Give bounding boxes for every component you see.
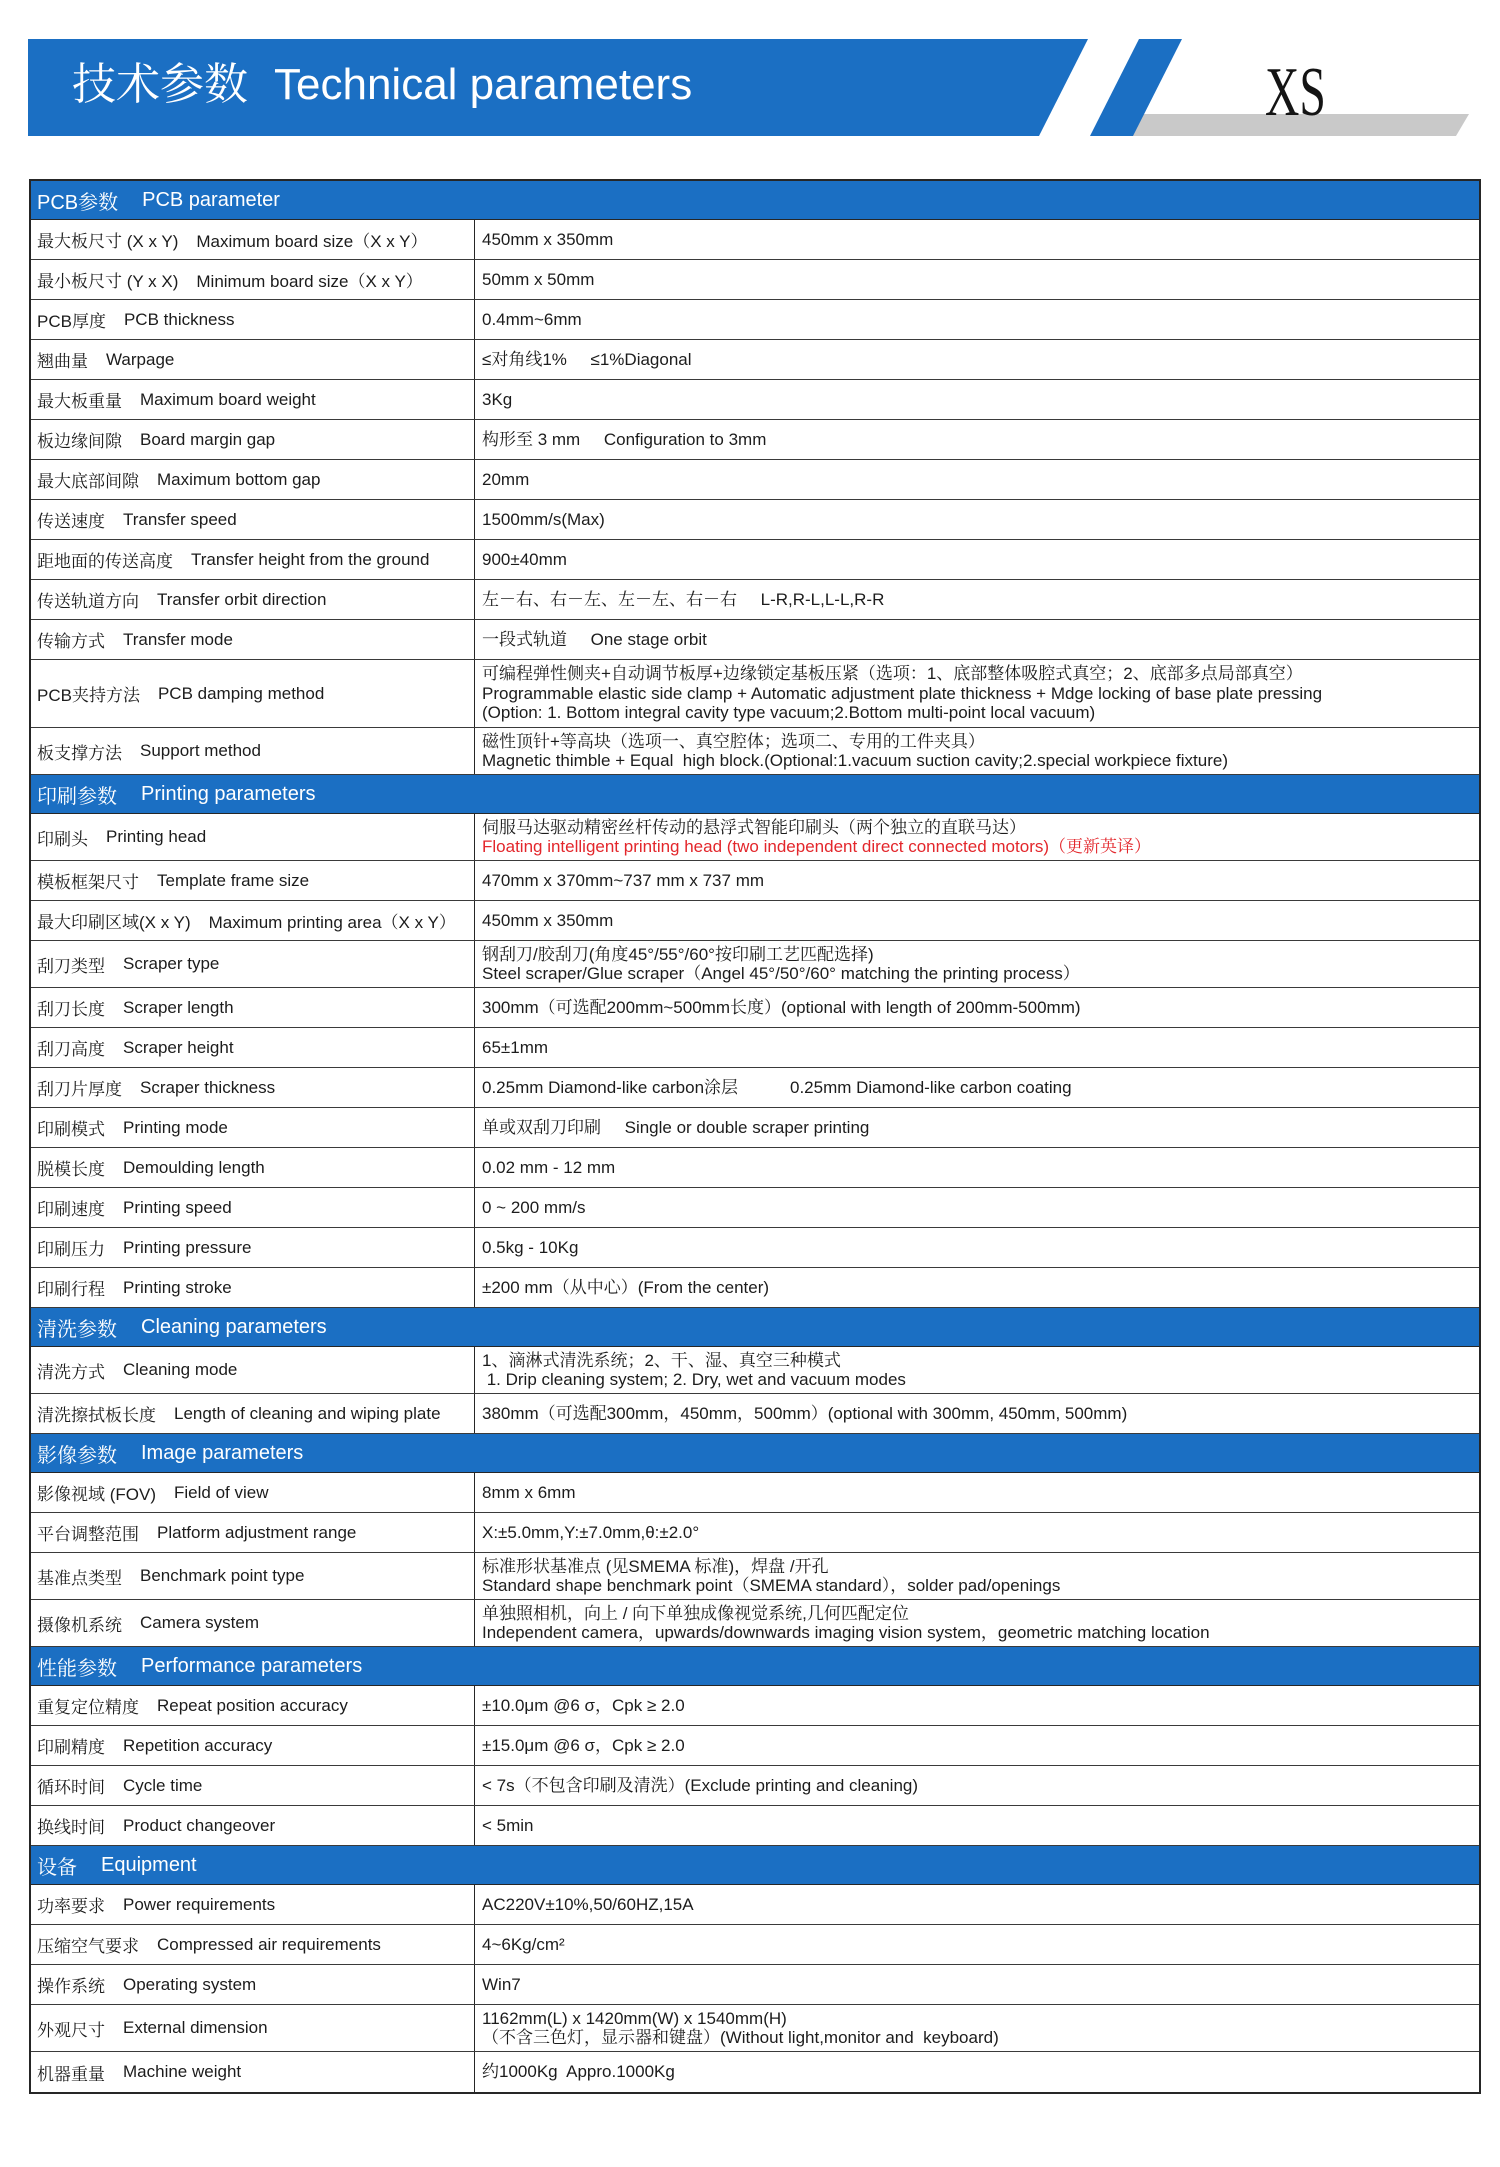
param-value-cell [475,1806,1479,1845]
param-value-line: ±200 mm（从中心）(From the center) [482,1277,770,1297]
table-row [31,1188,1479,1228]
param-name-zh: 基准点类型 [37,1568,122,1588]
section-header-performance-parameters [31,1647,1479,1686]
param-value-line: 左－右、右－左、左－左、右－右 L-R,R-L,L-L,R-R [482,589,885,609]
param-name-zh: 印刷行程 [37,1280,105,1299]
param-name-zh: 功率要求 [37,1897,105,1916]
param-value-line: 380mm（可选配300mm，450mm，500mm）(optional with 300mm, 450mm, 500mm) [482,1403,1128,1423]
table-row [31,814,1479,861]
param-name-zh: 清洗方式 [37,1362,105,1382]
param-label-cell [31,620,475,659]
param-name-en: Transfer height from the ground [191,549,430,569]
table-row [31,300,1479,340]
param-label-cell [31,1726,475,1765]
param-name-zh: 印刷模式 [37,1120,105,1139]
param-name-en: Scraper height [123,1037,234,1057]
param-label-cell [31,260,475,299]
param-name-zh: 循环时间 [37,1778,105,1797]
param-value-cell [475,1766,1479,1805]
table-row [31,1394,1479,1434]
param-name-zh: 传输方式 [37,632,105,651]
param-name-en: Transfer speed [123,509,237,529]
param-value-cell [475,1600,1479,1646]
table-row [31,1068,1479,1108]
param-name-en: External dimension [123,2018,268,2037]
section-title-zh: 印刷参数 [37,785,117,808]
section-title-zh: PCB参数 [37,191,119,214]
param-value-line: （不含三色灯，显示器和键盘）(Without light,monitor and keyboard) [482,2028,999,2047]
section-title-zh: 清洗参数 [37,1318,117,1341]
table-row [31,1028,1479,1068]
param-label-cell [31,1965,475,2004]
param-label-cell [31,1766,475,1805]
param-value-line: ±15.0μm @6 σ，Cpk ≥ 2.0 [482,1735,685,1755]
table-row [31,901,1479,941]
param-value-line: 可编程弹性侧夹+自动调节板厚+边缘锁定基板压紧（选项：1、底部整体吸腔式真空；2、底部多点局部真空） [482,664,1303,684]
param-name-en: Scraper length [123,997,234,1017]
param-name-en: Maximum board size（X x Y） [196,232,428,251]
param-label-cell [31,1885,475,1924]
param-name-en: Scraper thickness [140,1077,276,1097]
param-value-line: 450mm x 350mm [482,229,614,249]
section-title-zh: 影像参数 [37,1444,117,1467]
param-name-en: Field of view [174,1482,269,1502]
table-row [31,2052,1479,2092]
param-value-line: 20mm [482,469,530,489]
param-name-en: Repetition accuracy [123,1735,273,1755]
param-value-line: 900±40mm [482,549,567,569]
table-row [31,1885,1479,1925]
param-label-cell [31,420,475,459]
param-value-cell [475,1394,1479,1433]
param-name-en: Camera system [140,1613,260,1632]
param-value-line: Programmable elastic side clamp + Automatic adjustment plate thickness + Mdge locking of base plate pressing [482,683,1323,703]
table-row [31,988,1479,1028]
param-value-line: 0.5kg - 10Kg [482,1237,579,1257]
param-value-line: 1162mm(L) x 1420mm(W) x 1540mm(H) [482,2008,787,2028]
table-row [31,540,1479,580]
param-label-cell [31,580,475,619]
param-label-cell [31,1188,475,1227]
table-row [31,420,1479,460]
param-value-line: Floating intelligent printing head (two independent direct connected motors)（更新英译） [482,837,1152,856]
param-name-zh: 最大板重量 [37,392,122,411]
param-value-cell [475,1553,1479,1599]
param-name-en: Printing stroke [123,1277,232,1297]
param-value-cell [475,420,1479,459]
param-value-line: AC220V±10%,50/60HZ,15A [482,1894,694,1914]
param-name-zh: 脱模长度 [37,1160,105,1179]
page-title-en: Technical parameters [274,60,693,109]
param-label-cell [31,1806,475,1845]
param-name-en: Maximum board weight [140,389,316,409]
param-value-cell [475,728,1479,774]
param-name-zh: 翘曲量 [37,352,88,371]
param-name-en: Compressed air requirements [157,1934,381,1954]
param-name-zh: 刮刀高度 [37,1040,105,1059]
param-value-cell [475,220,1479,259]
table-row [31,1513,1479,1553]
param-value-cell [475,580,1479,619]
page-title-zh: 技术参数 [72,60,248,109]
param-value-line: Standard shape benchmark point（SMEMA standard），solder pad/openings [482,1576,1061,1595]
param-name-zh: 最大印刷区域(X x Y) [37,913,191,932]
param-value-cell [475,300,1479,339]
param-name-en: Length of cleaning and wiping plate [174,1403,441,1423]
param-value-cell [475,1268,1479,1307]
param-value-cell [475,500,1479,539]
section-title-zh: 性能参数 [37,1657,117,1680]
param-label-cell [31,660,475,727]
param-value-cell [475,1965,1479,2004]
param-label-cell [31,814,475,860]
section-title-en: PCB parameter [142,188,280,211]
param-value-cell [475,380,1479,419]
param-name-en: Printing mode [123,1117,228,1137]
param-name-zh: 换线时间 [37,1818,105,1837]
param-value-line: 伺服马达驱动精密丝杆传动的悬浮式智能印刷头（两个独立的直联马达） [482,817,1026,837]
param-value-line: 0 ~ 200 mm/s [482,1197,586,1217]
param-name-zh: 清洗擦拭板长度 [37,1406,156,1425]
param-value-cell [475,1473,1479,1512]
param-value-line: 0.02 mm - 12 mm [482,1157,616,1177]
param-value-cell [475,1228,1479,1267]
param-name-zh: 外观尺寸 [37,2020,105,2040]
param-value-line: Win7 [482,1974,521,1994]
param-value-cell [475,1347,1479,1393]
param-value-cell [475,460,1479,499]
param-label-cell [31,540,475,579]
param-name-zh: 最大板尺寸 (X x Y) [37,232,179,251]
param-name-en: Minimum board size（X x Y） [196,272,423,291]
param-name-zh: 距地面的传送高度 [37,552,173,571]
param-name-zh: 刮刀类型 [37,956,105,976]
param-name-en: Printing speed [123,1197,232,1217]
table-row [31,260,1479,300]
param-label-cell [31,1553,475,1599]
param-value-line: ≤对角线1% ≤1%Diagonal [482,349,692,369]
param-value-line: 0.4mm~6mm [482,309,582,329]
param-value-cell [475,260,1479,299]
spec-table [29,179,1481,2094]
param-label-cell [31,1268,475,1307]
table-row [31,1473,1479,1513]
param-value-line: < 5min [482,1815,534,1835]
param-label-cell [31,1068,475,1107]
param-value-cell [475,1148,1479,1187]
param-label-cell [31,1925,475,1964]
param-name-zh: 传送速度 [37,512,105,531]
table-row [31,1347,1479,1394]
param-label-cell [31,1228,475,1267]
table-row [31,1268,1479,1308]
param-label-cell [31,1347,475,1393]
param-value-line: 一段式轨道 One stage orbit [482,629,707,649]
param-label-cell [31,2052,475,2092]
section-header-pcb-parameter [31,181,1479,220]
param-label-cell [31,1600,475,1646]
param-value-line: 470mm x 370mm~737 mm x 737 mm [482,870,765,890]
param-name-en: Power requirements [123,1894,276,1914]
param-name-en: Repeat position accuracy [157,1695,348,1715]
param-name-en: Support method [140,741,261,760]
section-header-printing-parameters [31,775,1479,814]
param-value-cell [475,1108,1479,1147]
param-value-cell [475,1686,1479,1725]
table-row [31,1553,1479,1600]
param-label-cell [31,460,475,499]
param-name-zh: 刮刀长度 [37,1000,105,1019]
param-name-en: Transfer orbit direction [157,589,327,609]
param-name-zh: 印刷压力 [37,1240,105,1259]
section-title-en: Performance parameters [141,1654,363,1677]
param-label-cell [31,2005,475,2051]
table-row [31,580,1479,620]
table-row [31,220,1479,260]
table-row [31,728,1479,775]
param-value-cell [475,1068,1479,1107]
param-value-line: 磁性顶针+等高块（选项一、真空腔体；选项二、专用的工件夹具） [482,731,985,751]
table-row [31,1766,1479,1806]
table-row [31,1600,1479,1647]
param-name-en: Platform adjustment range [157,1522,357,1542]
param-label-cell [31,1513,475,1552]
param-value-cell [475,1513,1479,1552]
param-value-cell [475,941,1479,987]
param-label-cell [31,1394,475,1433]
table-row [31,660,1479,728]
param-name-zh: 最大底部间隙 [37,472,139,491]
param-value-cell [475,340,1479,379]
param-label-cell [31,300,475,339]
param-name-en: Demoulding length [123,1157,265,1177]
param-value-cell [475,620,1479,659]
param-name-en: Transfer mode [123,629,233,649]
section-title-en: Printing parameters [141,782,316,805]
param-name-en: PCB thickness [123,309,235,329]
param-name-en: Printing head [106,827,207,846]
param-value-line: 单独照相机，向上 / 向下单独成像视觉系统,几何匹配定位 [482,1603,909,1623]
table-row [31,380,1479,420]
param-name-zh: 板边缘间隙 [37,432,122,451]
table-row [31,1686,1479,1726]
param-value-cell [475,1885,1479,1924]
param-name-zh: 印刷精度 [37,1738,105,1757]
param-name-zh: PCB夹持方法 [37,686,140,705]
param-value-cell [475,901,1479,940]
page-title [72,58,692,112]
table-row [31,340,1479,380]
param-value-line: 3Kg [482,389,513,409]
param-label-cell [31,728,475,774]
param-label-cell [31,220,475,259]
param-label-cell [31,380,475,419]
table-row [31,1925,1479,1965]
param-value-line: 单或双刮刀印刷 Single or double scraper printing [482,1117,870,1137]
param-name-zh: 平台调整范围 [37,1525,139,1544]
param-value-cell [475,1028,1479,1067]
param-value-line: 4~6Kg/cm² [482,1934,565,1954]
param-value-line: (Option: 1. Bottom integral cavity type vacuum;2.Bottom multi-point local vacuum) [482,703,1096,723]
param-name-zh: 摄像机系统 [37,1615,122,1635]
param-name-en: Maximum bottom gap [157,469,321,489]
param-name-en: Scraper type [123,954,220,973]
section-title-en: Equipment [101,1853,197,1876]
param-label-cell [31,988,475,1027]
param-label-cell [31,1686,475,1725]
param-label-cell [31,500,475,539]
param-name-zh: 影像视域 (FOV) [37,1485,156,1504]
param-name-zh: 重复定位精度 [37,1698,139,1717]
param-name-zh: 传送轨道方向 [37,592,139,611]
param-value-cell [475,2052,1479,2092]
param-name-zh: 刮刀片厚度 [37,1080,122,1099]
param-label-cell [31,1028,475,1067]
param-value-line: Steel scraper/Glue scraper（Angel 45°/50°/60° matching the printing process） [482,964,1080,983]
section-title-en: Cleaning parameters [141,1315,327,1338]
param-name-en: Board margin gap [140,429,276,449]
model-label: XS [1265,54,1326,131]
section-title-en: Image parameters [141,1441,304,1464]
param-name-en: Operating system [123,1974,257,1994]
param-name-en: Cleaning mode [123,1360,238,1379]
table-row [31,1228,1479,1268]
section-header-cleaning-parameters [31,1308,1479,1347]
param-name-en: Machine weight [123,2062,242,2081]
param-value-cell [475,1726,1479,1765]
param-value-cell [475,861,1479,900]
section-header-equipment [31,1846,1479,1885]
param-value-cell [475,814,1479,860]
param-name-zh: 机器重量 [37,2064,105,2084]
param-name-zh: 操作系统 [37,1977,105,1996]
table-row [31,1965,1479,2005]
param-label-cell [31,941,475,987]
param-name-en: Printing pressure [123,1237,252,1257]
param-value-line: 300mm（可选配200mm~500mm长度）(optional with length of 200mm-500mm) [482,997,1081,1017]
param-name-zh: 压缩空气要求 [37,1937,139,1956]
param-value-line: 0.25mm Diamond-like carbon涂层 0.25mm Diamond-like carbon coating [482,1077,1072,1097]
param-value-line: 65±1mm [482,1037,549,1057]
param-name-zh: 印刷头 [37,829,88,849]
param-value-line: Magnetic thimble + Equal high block.(Optional:1.vacuum suction cavity;2.special workpiece fixture) [482,751,1228,770]
param-name-en: PCB damping method [157,683,325,703]
param-value-cell [475,1925,1479,1964]
param-value-line: ±10.0μm @6 σ，Cpk ≥ 2.0 [482,1695,685,1715]
param-name-en: Benchmark point type [140,1566,305,1585]
param-value-line: X:±5.0mm,Y:±7.0mm,θ:±2.0° [482,1522,700,1542]
table-row [31,460,1479,500]
param-label-cell [31,1108,475,1147]
param-value-line: 450mm x 350mm [482,910,614,930]
param-value-line: 50mm x 50mm [482,269,595,289]
param-value-line: 1500mm/s(Max) [482,509,605,529]
param-value-cell [475,1188,1479,1227]
param-label-cell [31,901,475,940]
table-row [31,1806,1479,1846]
table-row [31,1108,1479,1148]
param-value-cell [475,540,1479,579]
param-value-line: < 7s（不包含印刷及清洗）(Exclude printing and cleaning) [482,1775,919,1795]
param-name-zh: 印刷速度 [37,1200,105,1219]
param-value-line: 8mm x 6mm [482,1482,576,1502]
param-value-line: 约1000Kg Appro.1000Kg [482,2062,675,2082]
param-label-cell [31,1148,475,1187]
param-name-en: Warpage [106,349,175,369]
param-name-en: Cycle time [123,1775,203,1795]
param-value-cell [475,988,1479,1027]
param-name-en: Product changeover [123,1815,276,1835]
table-row [31,1148,1479,1188]
param-label-cell [31,340,475,379]
param-name-en: Maximum printing area（X x Y） [208,913,456,932]
param-name-en: Template frame size [157,870,310,890]
table-row [31,620,1479,660]
param-value-line: Independent camera，upwards/downwards imaging vision system，geometric matching location [482,1623,1210,1642]
param-name-zh: PCB厚度 [37,312,106,331]
table-row [31,500,1479,540]
param-value-line: 标准形状基准点 (见SMEMA 标准)，焊盘 /开孔 [482,1556,829,1576]
table-row [31,941,1479,988]
param-label-cell [31,861,475,900]
param-value-line: 构形至 3 mm Configuration to 3mm [482,429,767,449]
section-title-zh: 设备 [37,1856,77,1879]
param-value-cell [475,660,1479,727]
table-row [31,1726,1479,1766]
param-name-zh: 最小板尺寸 (Y x X) [37,272,179,291]
param-value-line: 钢刮刀/胶刮刀(角度45°/55°/60°按印刷工艺匹配选择) [482,944,874,964]
param-name-zh: 板支撑方法 [37,743,122,763]
param-label-cell [31,1473,475,1512]
table-row [31,2005,1479,2052]
param-name-zh: 模板框架尺寸 [37,873,139,892]
param-value-cell [475,2005,1479,2051]
param-value-line: 1. Drip cleaning system; 2. Dry, wet and vacuum modes [482,1370,906,1389]
table-row [31,861,1479,901]
param-value-line: 1、滴淋式清洗系统；2、干、湿、真空三种模式 [482,1350,841,1370]
section-header-image-parameters [31,1434,1479,1473]
